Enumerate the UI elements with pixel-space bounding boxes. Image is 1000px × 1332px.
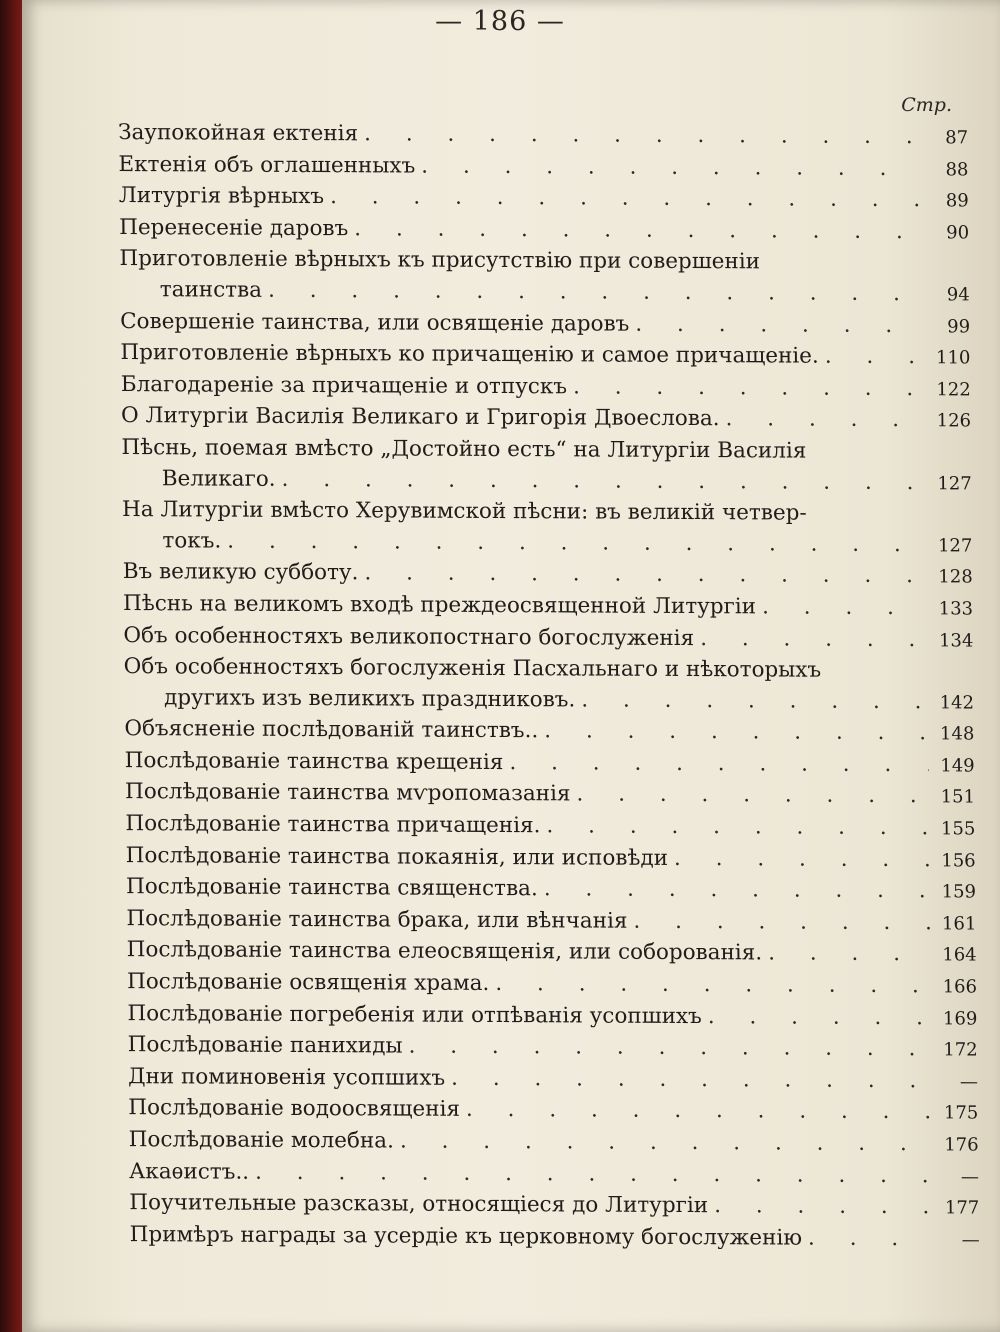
toc-entry	[118, 150, 968, 186]
toc-entry	[119, 181, 969, 217]
toc-entry-title: О Литургіи Василія Великаго и Григорія Двоеслова.	[120, 403, 720, 432]
toc-entry-page: 90	[946, 222, 970, 244]
toc-entry-page: 151	[940, 786, 976, 808]
toc-entry	[123, 557, 973, 593]
dot-leader	[364, 559, 927, 593]
toc-entry	[127, 967, 977, 1003]
toc-entry-page: 156	[941, 850, 976, 872]
toc-entry	[122, 526, 972, 562]
dot-leader	[708, 1002, 932, 1034]
toc-entry-page: 94	[946, 284, 970, 306]
dot-leader	[509, 748, 929, 781]
toc-entry-page: 110	[935, 347, 971, 369]
dot-leader	[495, 969, 931, 1002]
toc-entry	[121, 433, 971, 468]
toc-entry	[123, 589, 973, 625]
dot-leader	[330, 182, 923, 216]
toc-entry-title: Объ особенностяхъ богослуженія Пасхальнаго и нѣкоторыхъ	[123, 654, 822, 683]
toc-entry-page: 164	[942, 944, 977, 966]
toc-entry-page: 88	[945, 158, 969, 181]
toc-entry-page: 128	[938, 566, 973, 588]
toc-entry-title: Послѣдованіе таинства крещенія	[124, 747, 504, 775]
toc-entry	[119, 213, 969, 249]
toc-entry-title: Объ особенностяхъ великопостнаго богослуженія	[123, 622, 695, 651]
toc-entry	[122, 495, 972, 530]
dot-leader	[544, 875, 931, 908]
toc-entry-page: 172	[943, 1039, 978, 1061]
toc-entry-page: 159	[941, 881, 977, 903]
dot-leader	[573, 372, 925, 404]
toc-entry-page: —	[960, 1166, 980, 1188]
toc-entry-page: 175	[943, 1102, 979, 1124]
toc-entry	[120, 307, 970, 343]
toc-entry-title: Акаѳистъ..	[128, 1158, 250, 1185]
dot-leader	[408, 1032, 931, 1065]
toc-entry-title: Послѣдованіе таинства покаянія, или исповѣди	[125, 842, 669, 871]
toc-entry	[129, 1125, 979, 1161]
toc-entry-title: Приготовленіе вѣрныхъ ко причащенію и самое причащеніе.	[120, 340, 819, 369]
dot-leader	[825, 342, 925, 373]
toc-entry-title: Пѣснь на великомъ входѣ преждеосвященной Литургіи	[122, 590, 757, 620]
dot-leader	[400, 1127, 933, 1160]
dot-leader	[768, 939, 931, 970]
toc-entry-page: 142	[939, 692, 975, 714]
toc-entry	[121, 401, 971, 437]
toc-entry	[126, 904, 976, 940]
dot-leader	[227, 526, 926, 560]
toc-entry-page: 89	[945, 190, 969, 212]
toc-entry-page: 133	[938, 598, 974, 620]
toc-entry	[119, 244, 969, 279]
toc-entry-page: 87	[945, 127, 969, 149]
toc-entry-page: 166	[942, 976, 978, 998]
toc-entry-page: 177	[944, 1197, 980, 1219]
toc-entry-page: 148	[939, 723, 975, 745]
toc-entry-title: Литургія вѣрныхъ	[118, 183, 325, 210]
toc-entry	[121, 370, 971, 406]
dot-leader	[268, 276, 924, 310]
toc-entry-page: 155	[940, 818, 976, 840]
toc-entry	[125, 778, 975, 814]
table-of-contents	[118, 118, 980, 1256]
toc-entry	[126, 872, 976, 908]
dot-leader	[635, 309, 924, 341]
dot-leader	[714, 1191, 934, 1223]
toc-entry-page: —	[959, 1071, 979, 1093]
toc-entry-title: Послѣдованіе освященія храма.	[126, 969, 490, 997]
dot-leader	[255, 1157, 933, 1191]
toc-entry-page: 127	[937, 472, 972, 495]
dot-leader	[354, 214, 923, 248]
page-column-label: Стр.	[901, 94, 952, 116]
toc-entry	[125, 809, 975, 845]
toc-entry-title: другихъ изъ великихъ праздниковъ.	[163, 684, 576, 713]
toc-entry-page: 176	[944, 1134, 979, 1156]
toc-entry-title: Въ великую субботу.	[122, 559, 359, 586]
toc-entry	[120, 338, 970, 374]
toc-entry-title: Послѣдованіе молебна.	[128, 1127, 395, 1154]
dot-leader	[581, 685, 928, 717]
toc-entry-title: Заупокойная ектенія	[118, 120, 359, 147]
dot-leader	[576, 780, 929, 812]
toc-entry-title: Послѣдованіе водоосвященія	[128, 1095, 461, 1123]
toc-entry	[124, 714, 974, 750]
toc-entry-title: Послѣдованіе панихиды	[127, 1032, 403, 1059]
page-number: — 186 —	[435, 6, 565, 37]
toc-entry-title: Благодареніе за причащеніе и отпускъ	[120, 371, 568, 400]
toc-entry	[127, 999, 977, 1035]
toc-entry	[120, 275, 970, 311]
dot-leader	[544, 717, 928, 750]
dot-leader	[466, 1095, 933, 1128]
toc-entry-page: 127	[937, 535, 973, 557]
dot-leader	[451, 1064, 932, 1097]
dot-leader	[281, 464, 925, 498]
dot-leader	[421, 151, 923, 184]
toc-entry	[123, 621, 973, 657]
toc-entry-page: 99	[947, 315, 971, 338]
toc-entry	[128, 1094, 978, 1130]
toc-entry-page: 122	[936, 379, 971, 401]
toc-entry	[118, 118, 968, 154]
toc-entry-title: Послѣдованіе таинства брака, или вѣнчанія	[126, 905, 628, 934]
toc-entry-title: Послѣдованіе таинства елеосвященія, или соборованія.	[126, 937, 763, 966]
toc-entry-title: Ектенія объ оглашенныхъ	[118, 151, 416, 179]
toc-entry-page: 134	[938, 629, 974, 652]
toc-entry-title: Объясненіе послѣдованій таинствъ..	[124, 716, 539, 744]
toc-entry	[129, 1188, 979, 1224]
toc-entry-title: Дни поминовенія усопшихъ	[127, 1063, 446, 1091]
dot-leader	[633, 907, 930, 939]
toc-entry	[124, 652, 974, 687]
dot-leader	[808, 1223, 934, 1254]
toc-entry-page: 149	[940, 755, 975, 777]
toc-entry-title: Послѣдованіе таинства священства.	[125, 874, 538, 902]
toc-entry-title: Совершеніе таинства, или освященіе даровъ	[119, 308, 630, 337]
toc-entry-title: На Литургіи вмѣсто Херувимской пѣсни: въ великій четвер-	[121, 497, 807, 526]
toc-entry-title: таинства	[159, 277, 263, 303]
toc-entry-title: Послѣдованіе таинства причащенія.	[125, 811, 541, 839]
toc-entry	[126, 841, 976, 877]
toc-entry	[122, 464, 972, 500]
toc-entry	[128, 1062, 978, 1098]
dot-leader	[674, 844, 930, 876]
toc-entry	[127, 936, 977, 972]
dot-leader	[364, 119, 922, 153]
toc-entry	[130, 1220, 980, 1256]
toc-entry-title: Послѣдованіе таинства мѵропомазанія	[124, 779, 571, 807]
toc-entry-title: Примѣръ награды за усердіе къ церковному богослуженію	[129, 1221, 803, 1251]
dot-leader	[725, 405, 925, 437]
toc-entry	[124, 683, 974, 719]
toc-entry	[125, 746, 975, 782]
dot-leader	[762, 592, 927, 623]
toc-entry	[129, 1157, 979, 1193]
toc-entry-title: Перенесеніе даровъ	[119, 214, 349, 241]
toc-entry-page: —	[961, 1229, 980, 1251]
toc-entry-title: Поучительные разсказы, относящіеся до Литургіи	[129, 1190, 709, 1219]
toc-entry-page: 161	[941, 913, 977, 935]
toc-entry	[128, 1030, 978, 1066]
toc-entry-title: Великаго.	[161, 465, 276, 492]
toc-entry-title: Пѣснь, поемая вмѣсто „Достойно есть“ на Литургіи Василія	[121, 434, 807, 464]
dot-leader	[546, 811, 929, 844]
toc-entry-title: токъ.	[162, 527, 222, 554]
toc-entry-title: Послѣдованіе погребенія или отпѣванія усопшихъ	[127, 1000, 702, 1029]
dot-leader	[700, 624, 928, 656]
toc-entry-title: Приготовленіе вѣрныхъ къ присутствію при совершеніи	[119, 246, 761, 275]
toc-entry-page: 126	[936, 410, 972, 432]
toc-entry-page: 169	[942, 1007, 978, 1030]
book-binding-edge	[0, 0, 22, 1332]
